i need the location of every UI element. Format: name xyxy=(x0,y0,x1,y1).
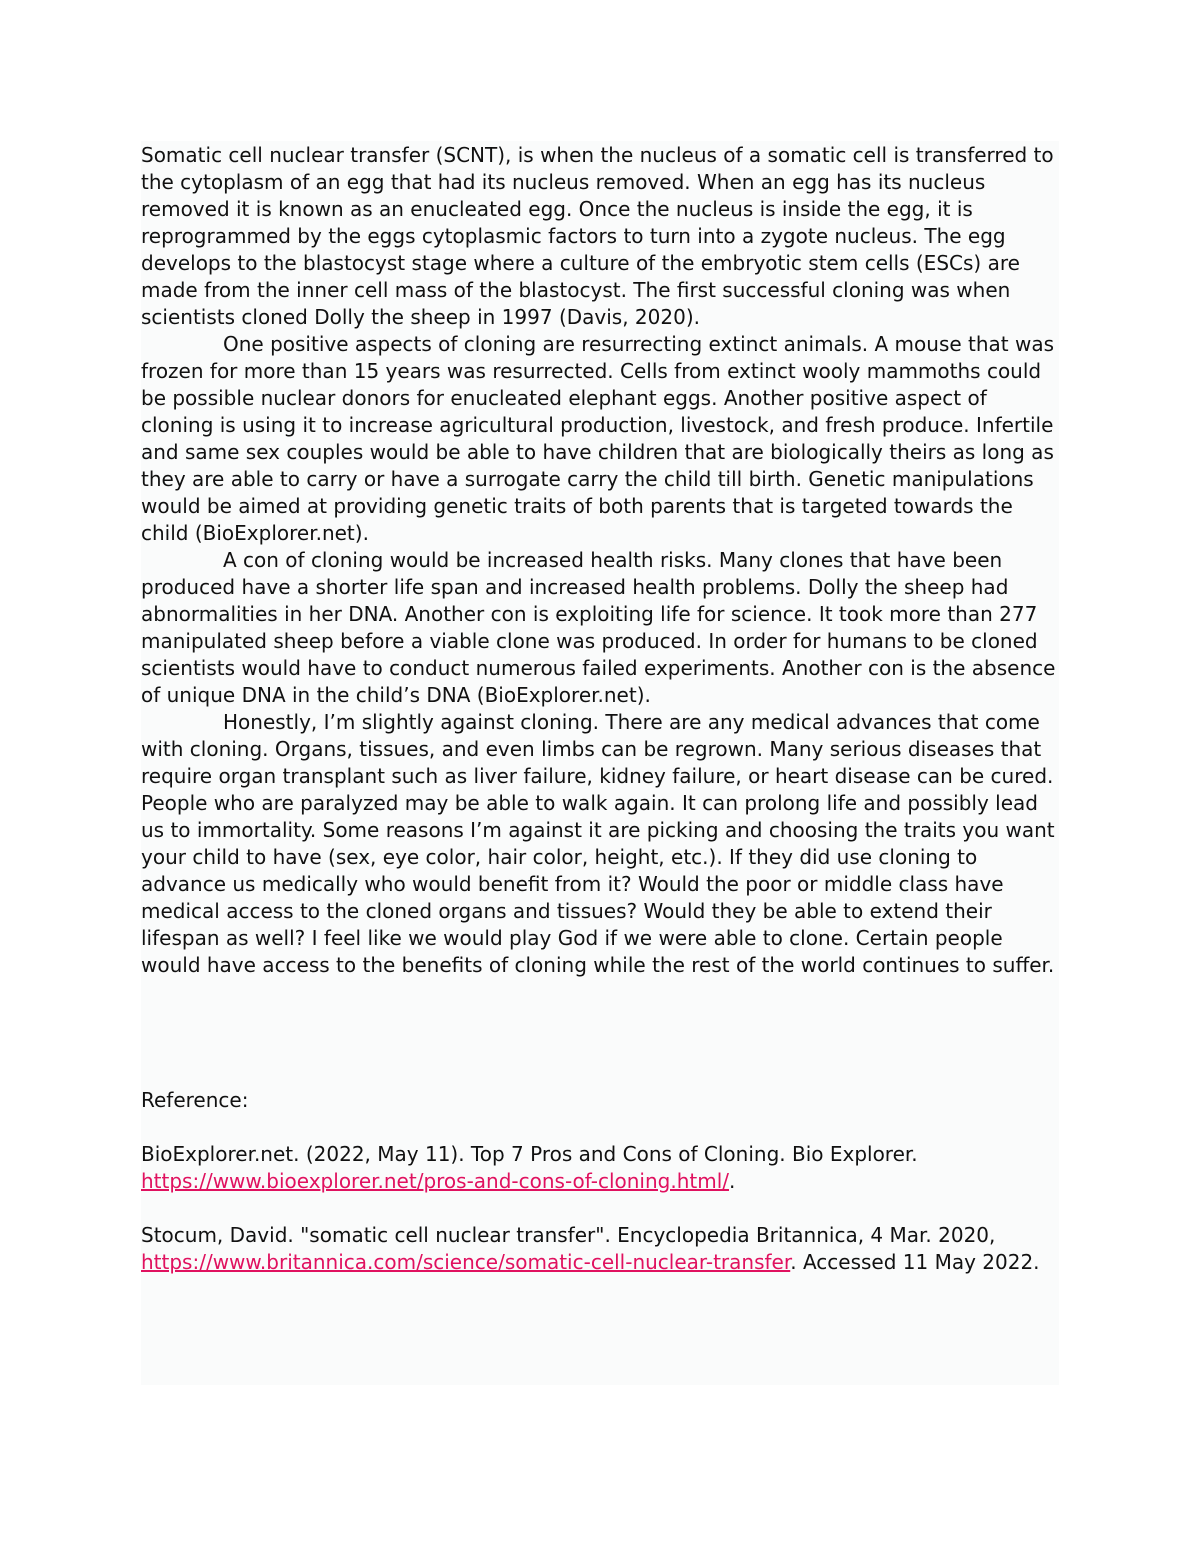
reference-text: BioExplorer.net. (2022, May 11). Top 7 Pros and Cons of Cloning. Bio Explorer. xyxy=(141,1142,918,1166)
spacer xyxy=(141,1114,1059,1141)
paragraph-pros: One positive aspects of cloning are resurrecting extinct animals. A mouse that was frozen for more than 15 years was resurrected. Cells from extinct wooly mammoths could be possible nuclear donors for enucleated elephant eggs. Another positive aspect of cloning is using it to increase agricultural production, livestock, and fresh produce. Infertile and same sex couples would be able to have children that are biologically theirs as long as they are able to carry or have a surrogate carry the child till birth. Genetic manipulations would be aimed at providing genetic traits of both parents that is targeted towards the child (BioExplorer.net). xyxy=(141,332,1055,545)
reference-link-britannica[interactable]: https://www.britannica.com/science/somatic-cell-nuclear-transfer xyxy=(141,1250,791,1274)
paragraph-cons: A con of cloning would be increased health risks. Many clones that have been produced have a shorter life span and increased health problems. Dolly the sheep had abnormalities in her DNA. Another con is exploiting life for science. It took more than 277 manipulated sheep before a viable clone was produced. In order for humans to be cloned scientists would have to conduct numerous failed experiments. Another con is the absence of unique DNA in the child’s DNA (BioExplorer.net). xyxy=(141,548,1056,707)
reference-text: . Accessed 11 May 2022. xyxy=(790,1250,1040,1274)
document-body xyxy=(141,141,1059,1276)
reference-text: . xyxy=(729,1169,736,1193)
paragraph-scnt: Somatic cell nuclear transfer (SCNT), is when the nucleus of a somatic cell is transferred to the cytoplasm of an egg that had its nucleus removed. When an egg has its nucleus removed it is known as an enucleated egg. Once the nucleus is inside the egg, it is reprogrammed by the eggs cytoplasmic factors to turn into a zygote nucleus. The egg develops to the blastocyst stage where a culture of the embryotic stem cells (ESCs) are made from the inner cell mass of the blastocyst. The first successful cloning was when scientists cloned Dolly the sheep in 1997 (Davis, 2020). xyxy=(141,143,1054,329)
reference-entry-bioexplorer xyxy=(141,1141,1059,1195)
spacer xyxy=(141,1195,1059,1222)
spacer xyxy=(141,979,1059,1087)
text-block xyxy=(141,141,1059,1385)
reference-link-bioexplorer[interactable]: https://www.bioexplorer.net/pros-and-cons-of-cloning.html/ xyxy=(141,1169,729,1193)
paragraph-opinion: Honestly, I’m slightly against cloning. There are any medical advances that come with cloning. Organs, tissues, and even limbs can be regrown. Many serious diseases that require organ transplant such as liver failure, kidney failure, or heart disease can be cured. People who are paralyzed may be able to walk again. It can prolong life and possibly lead us to immortality. Some reasons I’m against it are picking and choosing the traits you want your child to have (sex, eye color, hair color, height, etc.). If they did use cloning to advance us medically who would benefit from it? Would the poor or middle class have medical access to the cloned organs and tissues? Would they be able to extend their lifespan as well? I feel like we would play God if we were able to clone. Certain people would have access to the benefits of cloning while the rest of the world continues to suffer. xyxy=(141,710,1055,977)
reference-text: Stocum, David. "somatic cell nuclear transfer". Encyclopedia Britannica, 4 Mar. 2020, xyxy=(141,1223,996,1247)
reference-entry-britannica xyxy=(141,1222,1059,1276)
reference-heading: Reference: xyxy=(141,1088,249,1112)
